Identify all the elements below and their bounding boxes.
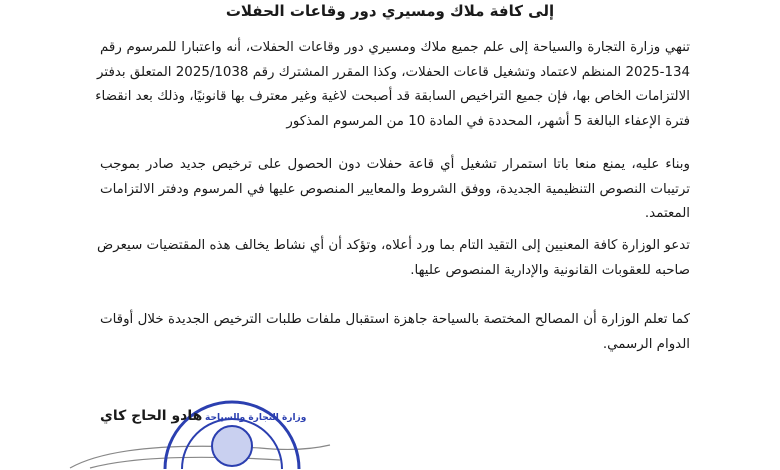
text-line: الدوام الرسمي. [602,336,690,352]
stamp-text: وزارة التجارة والسياحة [205,413,307,423]
text-line: ترتيبات النصوص التنظيمية الجديدة، ووفق الشروط والمعايير المنصوص عليها في المرسوم ودفتر الالتزامات [100,181,690,197]
signature-scribble [70,445,330,468]
text-line: تنهي وزارة التجارة والسياحة إلى علم جميع ملاك ومسيري دور وقاعات الحفلات، أنه واعتبارا للمرسوم رقم [100,40,690,55]
text-line: المعتمد. [644,206,690,221]
text-line: 2025-134 المنظم لاعتماد وتشغيل قاعات الحفلات، وكذا المقرر المشترك رقم 2025/1038 المتعلق بدفتر [97,64,690,80]
text-line: صاحبه للعقوبات القانونية والإدارية المنصوص عليها. [410,262,690,278]
signature-name: هادو الحاج كاي [100,408,203,424]
text-line: تدعو الوزارة كافة المعنيين إلى التقيد التام بما ورد أعلاه، وتؤكد أن أي نشاط يخالف هذه المقتضيات سيعرض [97,238,690,253]
text-line: الالتزامات الخاص بها، فإن جميع التراخيص السابقة قد أصبحت لاغية وغير معترف بها قانونيًا، وذلك بعد انقضاء [95,89,690,104]
text-line: فترة الإعفاء البالغة 5 أشهر، المحددة في المادة 10 من المرسوم المذكور [286,113,690,129]
text-line: كما تعلم الوزارة أن المصالح المختصة بالسياحة جاهزة استقبال ملفات طلبات الترخيص الجديدة خلال أوقات [100,312,690,327]
document-title: إلى كافة ملاك ومسيري دور وقاعات الحفلات [225,2,555,20]
text-line: وبناء عليه، يمنع منعا باتا استمرار تشغيل أي قاعة حفلات دون الحصول على ترخيص جديد صادر بموجب [100,157,690,172]
